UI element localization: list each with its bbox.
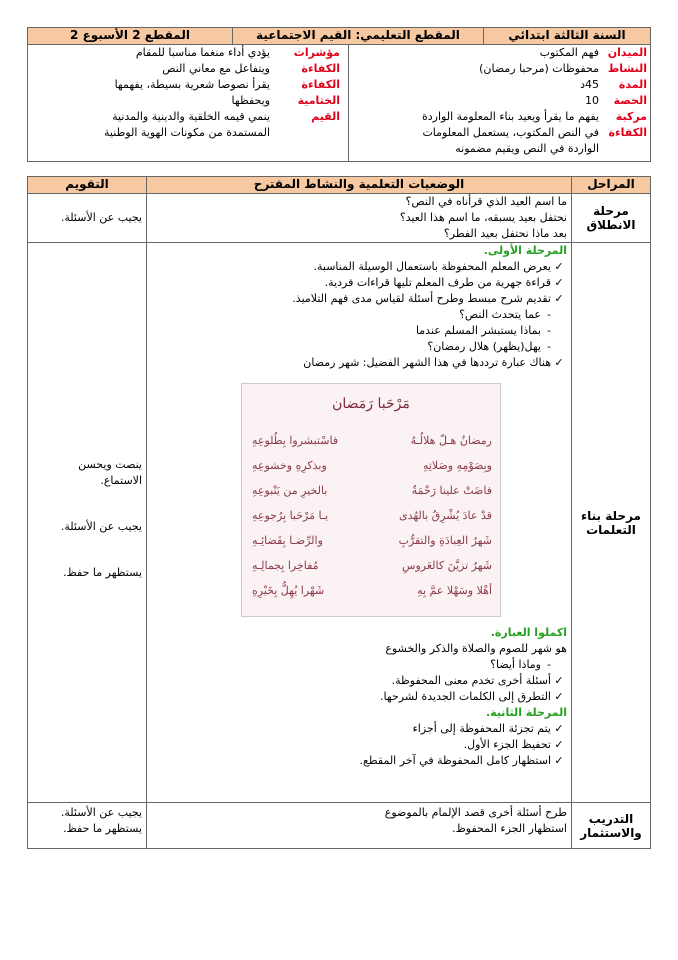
complete-title: اكملوا العبارة. bbox=[490, 626, 567, 639]
header-table bbox=[27, 27, 651, 162]
right-labels: الميدان النشاط المدة الحصة مركبة الكفاءة bbox=[607, 46, 647, 139]
build-eval: ينصت ويحسن الاستماع. يجيب عن الأسئلة. يستظهر ما حفظ. bbox=[28, 243, 147, 803]
right-values: فهم المكتوب محفوظات (مرحبا رمضان) 45د 10 يفهم ما يقرأ ويعيد بناء المعلومة الواردة في النص المكتوب، يستعمل المعلومات الواردة في النص ويقيم مضمونه bbox=[348, 45, 599, 161]
segment-cell: المقطع التعليمي: القيم الاجتماعية bbox=[233, 28, 484, 45]
week-cell: المقطع 2 الأسبوع 2 bbox=[28, 28, 233, 45]
phase2-title: المرحلة الثانية. bbox=[485, 706, 567, 719]
practice-eval: يجيب عن الأسئلة. يستظهر ما حفظ. bbox=[28, 803, 147, 849]
stage-practice: التدريب والاستثمار bbox=[572, 803, 651, 849]
launch-eval: يجيب عن الأسئلة. bbox=[28, 194, 147, 243]
lesson-table bbox=[27, 176, 651, 849]
poem-image: مَرْحَبا رَمَضان رمضانُ هـلّ هلالُـهُ فاسْتبشروا بِطُلوعِهِ وبِصَوْمِهِ وصَلاتِهِ وبذكرِهِ وخشوعِهِ فاضَتْ علينا رَحْمَةٌ بالخيرِ من يَنْبوعِهِ قدْ عادَ يُشْرِقُ بالهُدى يـا مَرْحَبا بِرُجوعِهِ شَهرُ العِبادَةِ والتقرُّبِ والرِّضـا بِقَضائِـهِ شَهرٌ تزيَّنَ كالعَروسِ مُفاخِرا بِجمالِـهِ أهْلا وسَهْلا عمَّ بِهِ شَهْرا يُهِلُّ بِخَيْرِهِ bbox=[241, 383, 501, 617]
level-cell: السنة الثالثة ابتدائي bbox=[484, 28, 651, 45]
launch-activities: ما اسم العيد الذي قرأناه في النص؟ نحتفل بعيد يسبقه، ما اسم هذا العيد؟ بعد ماذا نحتفل بعيد الفطر؟ bbox=[147, 194, 572, 243]
col-stages: المراحل bbox=[572, 177, 651, 194]
poem-title: مَرْحَبا رَمَضان bbox=[332, 396, 410, 412]
stage-build: مرحلة بناء التعلمات bbox=[572, 243, 651, 803]
col-activities: الوضعيات التعلمية والنشاط المقترح bbox=[147, 177, 572, 194]
phase1-title: المرحلة الأولى. bbox=[483, 244, 567, 257]
stage-launch: مرحلة الانطلاق bbox=[572, 194, 651, 243]
col-evaluation: التقويم bbox=[28, 177, 147, 194]
build-activities: المرحلة الأولى. ✓ يعرض المعلم المحفوظة باستعمال الوسيلة المناسبة. ✓ قراءة جهرية من طرف المعلم تليها قراءات فردية. ✓ تقديم شرح مبسط وطرح أسئلة لقياس مدى فهم التلاميذ. - عما يتحدث النص؟ - بماذا يستبشر المسلم عندما - يهل(يظهر) هلال رمضان؟ ✓ هناك عبارة ترددها في هذا الشهر الفضيل: شهر رمضان مَرْحَبا رَمَضان رمضانُ هـلّ هلالُـهُ فاسْتبشروا بِطُلوعِهِ وبِصَوْمِهِ وصَلاتِهِ وبذكرِهِ وخشوعِهِ فاضَتْ علينا رَحْمَةٌ بالخيرِ من يَنْبوعِهِ قدْ عادَ يُشْرِقُ بالهُدى يـا مَرْحَبا بِرُجوعِهِ شَهرُ العِبادَةِ والتقرُّبِ والرِّضـا بِقَضائِـهِ شَهرٌ تزيَّنَ كالعَروسِ مُفاخِرا بِجمالِـهِ أهْلا وسَهْلا عمَّ بِهِ شَهْرا يُهِلُّ بِخَيْرِهِ اكملوا العبارة. هو شهر للصوم والصلاة والذكر والخشوع - وماذا أيضا؟ ✓ أسئلة أخرى تخدم معنى المحفوظة. ✓ التطرق إلى الكلمات الجديدة لشرحها. المرحلة الثانية. ✓ يتم تجزئة المحفوظة إلى أجزاء ✓ تحفيظ الجزء الأول. ✓ استظهار كامل المحفوظة في آخر المقطع. bbox=[147, 243, 572, 803]
practice-activities: طرح أسئلة أخرى قصد الإلمام بالموضوع استظهار الجزء المحفوظ. bbox=[147, 803, 572, 849]
left-values: يؤدي أداء منغما مناسبا للمقام ويتفاعل مع معاني النص يقرأ نصوصا شعرية بسيطة، يفهمها ويحفظها ينمي قيمه الخلقية والدينية والمدنية المستمدة من مكونات الهوية الوطنية bbox=[104, 46, 270, 139]
left-labels: مؤشرات الكفاءة الكفاءة الختامية القيم bbox=[293, 46, 340, 123]
